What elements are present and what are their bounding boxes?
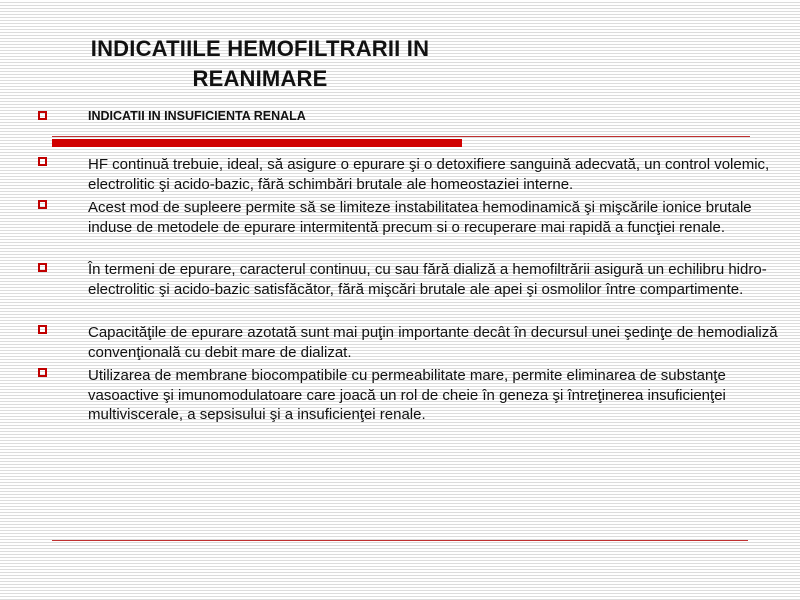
- square-bullet-icon: [38, 368, 47, 377]
- paragraph-2: Acest mod de supleere permite să se limiteze instabilitatea hemodinamică şi mişcările ionice brutale induse de metodele de epurare intermitentă precum si o recuperare mai rapidă a funcţiei renale.: [88, 199, 752, 236]
- paragraph-1: HF continuă trebuie, ideal, să asigure o epurare şi o detoxifiere sanguină adecvată, un control volemic, electrolitic şi acido-bazic, fără schimbări brutale ale homeostaziei interne.: [88, 156, 770, 193]
- paragraph-3: În termeni de epurare, caracterul continuu, cu sau fără dializă a hemofiltrării asigură un echilibru hidro-electrolitic şi acido-bazic satisfăcător, fără mişcări brutale ale apei şi osmolilor între compartimente.: [88, 261, 767, 298]
- paragraph-5: Utilizarea de membrane biocompatibile cu permeabilitate mare, permite eliminarea de substanţe vasoactive şi imunomodulatoare care joacă un rol de cheie în geneza şi întreţinerea insuficienţei multiviscerale, a sepsisului şi a insuficienţei renale.: [88, 367, 726, 423]
- square-bullet-icon: [38, 200, 47, 209]
- square-bullet-icon: [38, 157, 47, 166]
- slide-title: [60, 34, 460, 94]
- section-subheading: INDICATII IN INSUFICIENTA RENALA: [88, 109, 306, 123]
- square-bullet-icon: [38, 325, 47, 334]
- top-divider: [52, 136, 750, 137]
- slide-title-line-1: INDICATIILE HEMOFILTRARII IN: [90, 36, 430, 61]
- bottom-divider: [52, 540, 748, 541]
- red-accent-bar: [52, 139, 462, 147]
- square-bullet-icon: [38, 263, 47, 272]
- square-bullet-icon: [38, 111, 47, 120]
- slide-title-line-2: REANIMARE: [192, 66, 328, 91]
- paragraph-4: Capacităţile de epurare azotată sunt mai puţin importante decât în decursul unei şedinţe de hemodializă convenţională cu debit mare de dializat.: [88, 324, 778, 361]
